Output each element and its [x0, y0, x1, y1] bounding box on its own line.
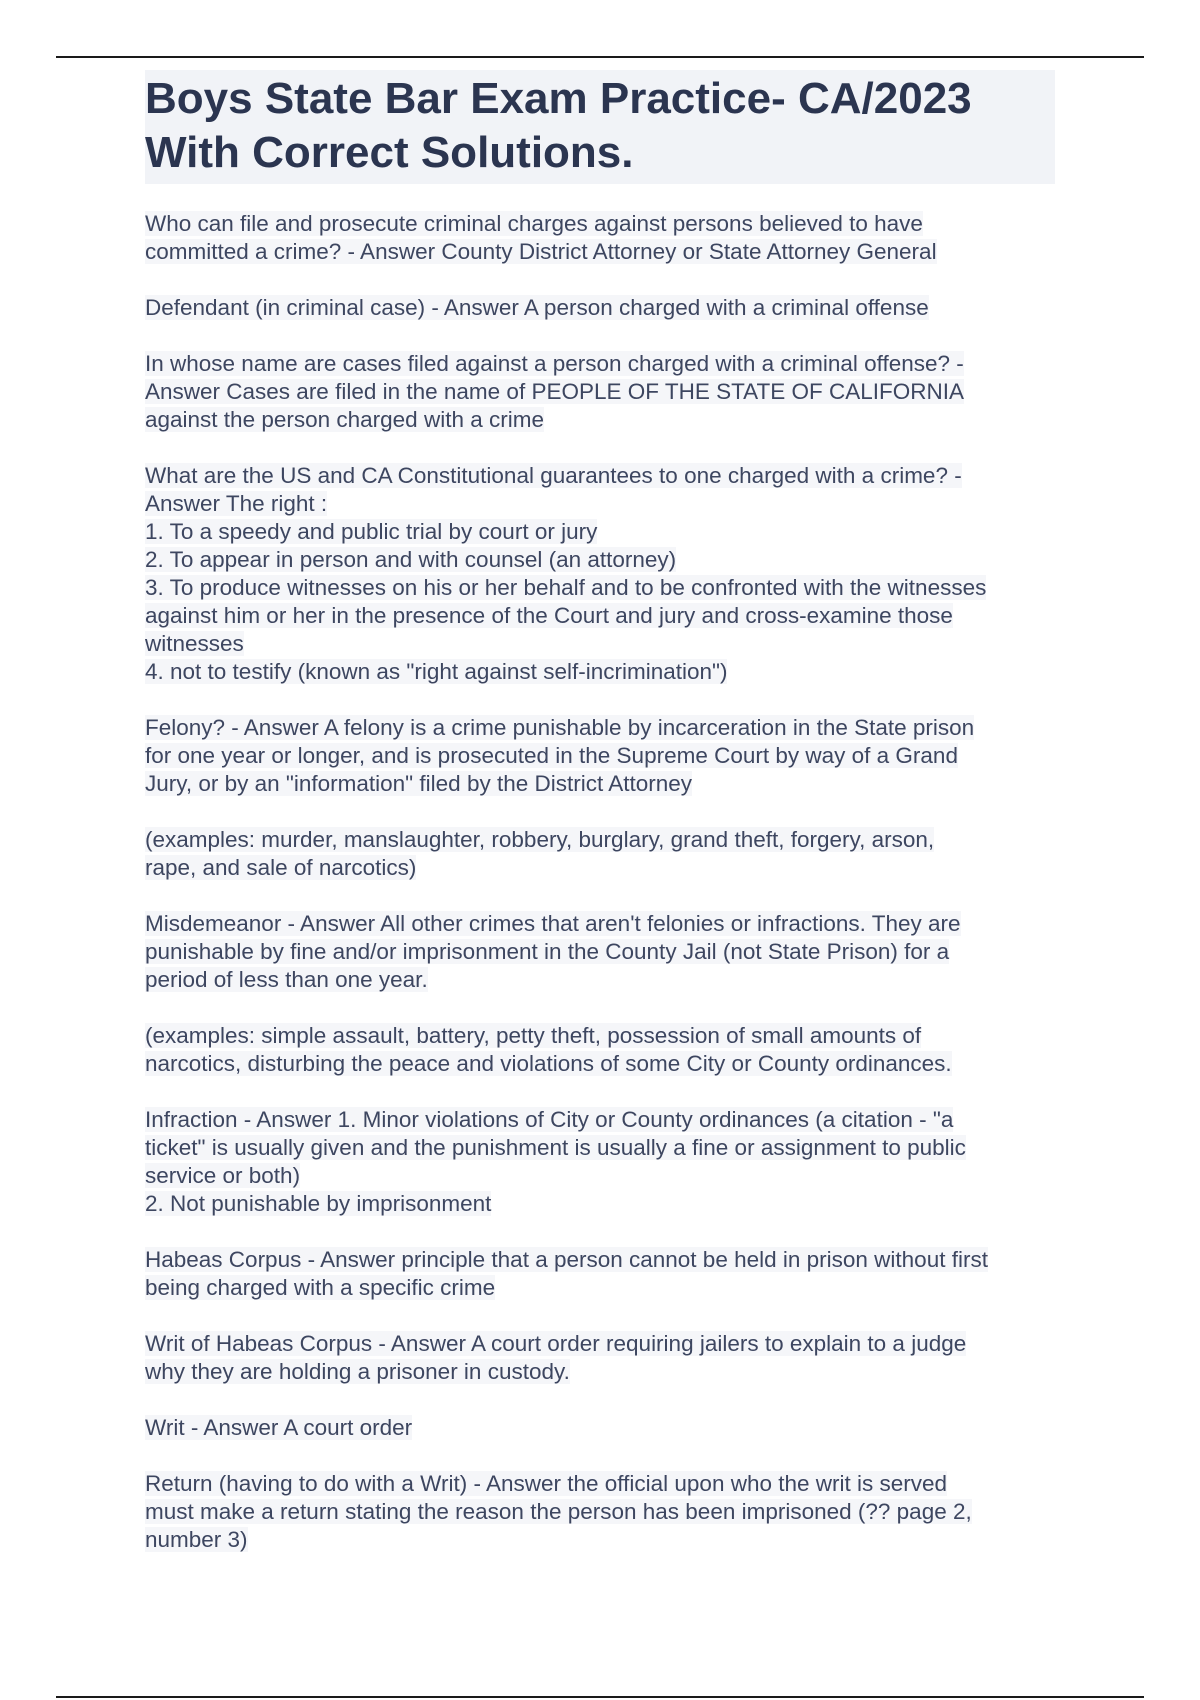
- qa-line: Jury, or by an "information" filed by the District Attorney: [145, 771, 693, 796]
- document-body: [145, 70, 1055, 1582]
- qa-line: being charged with a specific crime: [145, 1275, 496, 1300]
- qa-line: In whose name are cases filed against a person charged with a criminal offense? -: [145, 351, 964, 376]
- qa-line: Felony? - Answer A felony is a crime punishable by incarceration in the State prison: [145, 715, 975, 740]
- qa-line: Answer Cases are filed in the name of PEOPLE OF THE STATE OF CALIFORNIA: [145, 379, 965, 404]
- qa-line: Who can file and prosecute criminal charges against persons believed to have: [145, 211, 923, 236]
- qa-entry: [145, 1470, 1055, 1554]
- qa-line: period of less than one year.: [145, 967, 428, 992]
- qa-entry: [145, 910, 1055, 994]
- document-title: [145, 70, 1055, 184]
- qa-line: service or both): [145, 1163, 301, 1188]
- qa-line: why they are holding a prisoner in custody.: [145, 1359, 570, 1384]
- qa-entry: [145, 294, 1055, 322]
- qa-line: Answer The right :: [145, 491, 328, 516]
- qa-entry: [145, 350, 1055, 434]
- qa-entry: [145, 1022, 1055, 1078]
- qa-line: rape, and sale of narcotics): [145, 855, 417, 880]
- qa-line: 1. To a speedy and public trial by court or jury: [145, 519, 598, 544]
- qa-line: Writ - Answer A court order: [145, 1415, 413, 1440]
- qa-line: 2. Not punishable by imprisonment: [145, 1191, 492, 1216]
- qa-line: Defendant (in criminal case) - Answer A person charged with a criminal offense: [145, 295, 929, 320]
- qa-entry: [145, 1414, 1055, 1442]
- qa-line: for one year or longer, and is prosecuted in the Supreme Court by way of a Grand: [145, 743, 958, 768]
- qa-line: Return (having to do with a Writ) - Answer the official upon who the writ is served: [145, 1471, 948, 1496]
- qa-line: narcotics, disturbing the peace and violations of some City or County ordinances.: [145, 1051, 952, 1076]
- qa-entry: [145, 1330, 1055, 1386]
- qa-line: 4. not to testify (known as "right against self-incrimination"): [145, 659, 728, 684]
- qa-line: What are the US and CA Constitutional guarantees to one charged with a crime? -: [145, 463, 962, 488]
- qa-line: committed a crime? - Answer County District Attorney or State Attorney General: [145, 239, 937, 264]
- qa-line: Habeas Corpus - Answer principle that a person cannot be held in prison without first: [145, 1247, 988, 1272]
- qa-entry: [145, 1106, 1055, 1218]
- bottom-rule: [56, 1696, 1144, 1698]
- qa-line: Misdemeanor - Answer All other crimes that aren't felonies or infractions. They are: [145, 911, 961, 936]
- qa-line: witnesses: [145, 631, 244, 656]
- qa-line: 3. To produce witnesses on his or her behalf and to be confronted with the witnesses: [145, 575, 987, 600]
- qa-line: must make a return stating the reason the person has been imprisoned (?? page 2,: [145, 1499, 972, 1524]
- qa-line: 2. To appear in person and with counsel (an attorney): [145, 547, 677, 572]
- qa-entry: [145, 826, 1055, 882]
- top-rule: [56, 56, 1144, 58]
- qa-entry: [145, 1246, 1055, 1302]
- qa-line: number 3): [145, 1527, 248, 1552]
- qa-line: Writ of Habeas Corpus - Answer A court order requiring jailers to explain to a judge: [145, 1331, 967, 1356]
- qa-line: punishable by fine and/or imprisonment in the County Jail (not State Prison) for a: [145, 939, 950, 964]
- qa-entry: [145, 462, 1055, 686]
- qa-line: against the person charged with a crime: [145, 407, 544, 432]
- qa-line: ticket" is usually given and the punishment is usually a fine or assignment to public: [145, 1135, 966, 1160]
- qa-line: against him or her in the presence of the Court and jury and cross-examine those: [145, 603, 953, 628]
- qa-line: Infraction - Answer 1. Minor violations of City or County ordinances (a citation - "a: [145, 1107, 954, 1132]
- title-line: With Correct Solutions.: [145, 128, 634, 177]
- title-line: Boys State Bar Exam Practice- CA/2023: [145, 74, 972, 123]
- qa-entry: [145, 714, 1055, 798]
- qa-line: (examples: simple assault, battery, petty theft, possession of small amounts of: [145, 1023, 922, 1048]
- qa-entry: [145, 210, 1055, 266]
- qa-line: (examples: murder, manslaughter, robbery, burglary, grand theft, forgery, arson,: [145, 827, 935, 852]
